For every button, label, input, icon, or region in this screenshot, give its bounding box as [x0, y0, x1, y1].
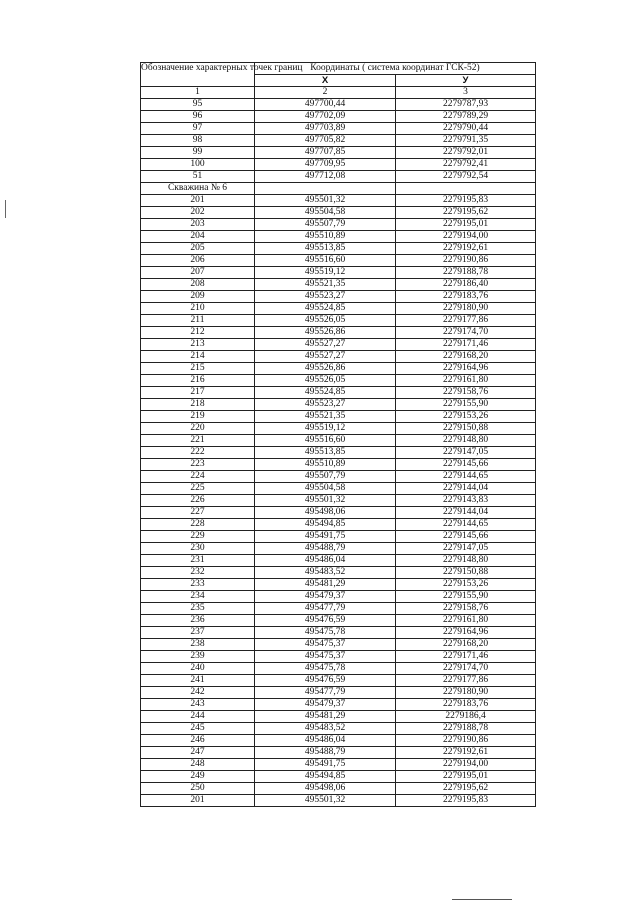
table-row: [141, 267, 536, 279]
x-coordinate-cell: 495483,52: [255, 723, 396, 735]
point-number-cell: 221: [141, 435, 255, 447]
point-number-cell: 96: [141, 111, 255, 123]
point-number-cell: 226: [141, 495, 255, 507]
y-coordinate-cell: 2279194,00: [396, 759, 536, 771]
y-coordinate-cell: 2279144,04: [396, 483, 536, 495]
x-coordinate-cell: 495488,79: [255, 747, 396, 759]
table-row: [141, 699, 536, 711]
point-number-cell: 243: [141, 699, 255, 711]
point-number-cell: 100: [141, 159, 255, 171]
x-coordinate-cell: 495507,79: [255, 219, 396, 231]
table-row: [141, 663, 536, 675]
x-coordinate-cell: 495476,59: [255, 675, 396, 687]
table-row: [141, 507, 536, 519]
x-coordinate-cell: 495527,27: [255, 339, 396, 351]
table-row: [141, 519, 536, 531]
table-row: [141, 651, 536, 663]
point-number-cell: 247: [141, 747, 255, 759]
x-coordinate-cell: 495479,37: [255, 699, 396, 711]
x-coordinate-cell: 495526,86: [255, 327, 396, 339]
y-coordinate-cell: 2279145,66: [396, 459, 536, 471]
table-row: [141, 783, 536, 795]
x-coordinate-cell: 495477,79: [255, 603, 396, 615]
x-coordinate-cell: 495523,27: [255, 399, 396, 411]
table-row: [141, 111, 536, 123]
table-row: [141, 291, 536, 303]
y-coordinate-cell: 2279790,44: [396, 123, 536, 135]
x-coordinate-cell: 495481,29: [255, 579, 396, 591]
y-coordinate-cell: 2279177,86: [396, 675, 536, 687]
y-coordinate-cell: 2279177,86: [396, 315, 536, 327]
point-number-cell: 95: [141, 99, 255, 111]
x-coordinate-cell: 497700,44: [255, 99, 396, 111]
x-coordinate-cell: 497703,89: [255, 123, 396, 135]
y-coordinate-cell: 2279168,20: [396, 351, 536, 363]
table-row: [141, 363, 536, 375]
point-number-cell: 236: [141, 615, 255, 627]
x-coordinate-cell: 495504,58: [255, 483, 396, 495]
x-coordinate-cell: 497707,85: [255, 147, 396, 159]
x-coordinate-cell: 495516,60: [255, 435, 396, 447]
point-number-cell: 250: [141, 783, 255, 795]
point-number-cell: 99: [141, 147, 255, 159]
x-coordinate-cell: 497712,08: [255, 171, 396, 183]
coordinates-table: [140, 62, 536, 807]
x-coordinate-cell: 495510,89: [255, 231, 396, 243]
table-row: [141, 423, 536, 435]
x-coordinate-cell: 495475,37: [255, 651, 396, 663]
table-row: [141, 531, 536, 543]
x-coordinate-cell: 495501,32: [255, 495, 396, 507]
point-number-cell: 237: [141, 627, 255, 639]
point-number-cell: 206: [141, 255, 255, 267]
y-coordinate-cell: 2279195,62: [396, 783, 536, 795]
point-number-cell: 229: [141, 531, 255, 543]
empty-cell: [255, 183, 396, 195]
table-row: [141, 195, 536, 207]
x-coordinate-cell: 495483,52: [255, 567, 396, 579]
point-number-cell: 248: [141, 759, 255, 771]
y-coordinate-cell: 2279153,26: [396, 579, 536, 591]
y-coordinate-cell: 2279186,40: [396, 279, 536, 291]
y-coordinate-cell: 2279192,61: [396, 747, 536, 759]
table-row: [141, 219, 536, 231]
column-number-1: 1: [141, 87, 255, 99]
table-row: [141, 207, 536, 219]
point-number-cell: 203: [141, 219, 255, 231]
y-coordinate-cell: 2279144,65: [396, 471, 536, 483]
x-coordinate-cell: 495476,59: [255, 615, 396, 627]
y-coordinate-cell: 2279183,76: [396, 291, 536, 303]
y-coordinate-cell: 2279145,66: [396, 531, 536, 543]
point-number-cell: 246: [141, 735, 255, 747]
y-coordinate-cell: 2279180,90: [396, 303, 536, 315]
point-number-cell: 242: [141, 687, 255, 699]
point-number-cell: 232: [141, 567, 255, 579]
point-number-cell: 207: [141, 267, 255, 279]
point-number-cell: 215: [141, 363, 255, 375]
point-number-cell: 235: [141, 603, 255, 615]
point-number-cell: 218: [141, 399, 255, 411]
table-row: [141, 435, 536, 447]
table-row: [141, 315, 536, 327]
table-row: [141, 795, 536, 807]
table-row: [141, 255, 536, 267]
x-header: X: [255, 75, 396, 87]
header-row: [141, 63, 536, 75]
y-coordinate-cell: 2279195,01: [396, 771, 536, 783]
y-coordinate-cell: 2279147,05: [396, 447, 536, 459]
y-coordinate-cell: 2279186,4: [396, 711, 536, 723]
table-row: [141, 375, 536, 387]
point-number-cell: 240: [141, 663, 255, 675]
y-coordinate-cell: 2279194,00: [396, 231, 536, 243]
point-number-cell: 204: [141, 231, 255, 243]
x-coordinate-cell: 495524,85: [255, 303, 396, 315]
point-number-cell: 249: [141, 771, 255, 783]
point-number-cell: 239: [141, 651, 255, 663]
table-row: [141, 399, 536, 411]
y-coordinate-cell: 2279171,46: [396, 339, 536, 351]
y-coordinate-cell: 2279143,83: [396, 495, 536, 507]
y-coordinate-cell: 2279155,90: [396, 399, 536, 411]
table-row: [141, 711, 536, 723]
x-coordinate-cell: 495521,35: [255, 411, 396, 423]
x-coordinate-cell: 495491,75: [255, 531, 396, 543]
y-coordinate-cell: 2279190,86: [396, 735, 536, 747]
x-coordinate-cell: 495519,12: [255, 423, 396, 435]
table-row: [141, 327, 536, 339]
table-row: [141, 339, 536, 351]
x-coordinate-cell: 497709,95: [255, 159, 396, 171]
point-number-cell: 212: [141, 327, 255, 339]
table-row: [141, 99, 536, 111]
point-number-cell: 211: [141, 315, 255, 327]
table-row: [141, 747, 536, 759]
coordinates-table-body: [141, 63, 536, 807]
y-coordinate-cell: 2279150,88: [396, 567, 536, 579]
x-coordinate-cell: 495519,12: [255, 267, 396, 279]
scan-mark-bottom: [452, 899, 512, 900]
table-row: [141, 687, 536, 699]
y-coordinate-cell: 2279195,62: [396, 207, 536, 219]
x-coordinate-cell: 495475,37: [255, 639, 396, 651]
point-number-cell: 234: [141, 591, 255, 603]
scan-mark-left: [5, 200, 6, 218]
column-number-3: 3: [396, 87, 536, 99]
x-coordinate-cell: 495521,35: [255, 279, 396, 291]
point-number-cell: 233: [141, 579, 255, 591]
point-number-cell: 244: [141, 711, 255, 723]
x-coordinate-cell: 495498,06: [255, 507, 396, 519]
point-number-cell: 245: [141, 723, 255, 735]
table-row: [141, 759, 536, 771]
point-number-cell: 238: [141, 639, 255, 651]
y-coordinate-cell: 2279150,88: [396, 423, 536, 435]
x-coordinate-cell: 495477,79: [255, 687, 396, 699]
y-coordinate-cell: 2279195,83: [396, 795, 536, 807]
y-coordinate-cell: 2279161,80: [396, 375, 536, 387]
y-coordinate-cell: 2279164,96: [396, 627, 536, 639]
table-row: [141, 543, 536, 555]
x-coordinate-cell: 495527,27: [255, 351, 396, 363]
x-coordinate-cell: 495513,85: [255, 447, 396, 459]
y-coordinate-cell: 2279164,96: [396, 363, 536, 375]
point-number-cell: 224: [141, 471, 255, 483]
table-row: [141, 603, 536, 615]
table-row: [141, 615, 536, 627]
point-number-cell: 222: [141, 447, 255, 459]
x-coordinate-cell: 495498,06: [255, 783, 396, 795]
y-coordinate-cell: 2279174,70: [396, 327, 536, 339]
section-label: Скважина № 6: [141, 183, 255, 195]
y-coordinate-cell: 2279190,86: [396, 255, 536, 267]
coordinates-system-header: Координаты ( система координат ГСК-52): [255, 63, 536, 75]
y-coordinate-cell: 2279195,83: [396, 195, 536, 207]
y-coordinate-cell: 2279168,20: [396, 639, 536, 651]
point-number-cell: 202: [141, 207, 255, 219]
table-row: [141, 495, 536, 507]
point-number-cell: 217: [141, 387, 255, 399]
point-number-cell: 228: [141, 519, 255, 531]
point-number-cell: 201: [141, 795, 255, 807]
y-header: У: [396, 75, 536, 87]
x-coordinate-cell: 495494,85: [255, 519, 396, 531]
table-row: [141, 147, 536, 159]
y-coordinate-cell: 2279155,90: [396, 591, 536, 603]
x-coordinate-cell: 495524,85: [255, 387, 396, 399]
table-row: [141, 675, 536, 687]
column-number-row: [141, 87, 536, 99]
x-coordinate-cell: 495526,86: [255, 363, 396, 375]
table-row: [141, 159, 536, 171]
table-row: [141, 135, 536, 147]
table-row: [141, 591, 536, 603]
point-number-cell: 227: [141, 507, 255, 519]
y-coordinate-cell: 2279153,26: [396, 411, 536, 423]
y-coordinate-cell: 2279158,76: [396, 603, 536, 615]
y-coordinate-cell: 2279188,78: [396, 267, 536, 279]
point-number-cell: 230: [141, 543, 255, 555]
point-number-cell: 97: [141, 123, 255, 135]
x-coordinate-cell: 495481,29: [255, 711, 396, 723]
point-number-cell: 209: [141, 291, 255, 303]
table-row: [141, 231, 536, 243]
table-row: [141, 639, 536, 651]
table-row: [141, 411, 536, 423]
x-coordinate-cell: 495513,85: [255, 243, 396, 255]
y-coordinate-cell: 2279195,01: [396, 219, 536, 231]
table-row: [141, 579, 536, 591]
x-coordinate-cell: 495501,32: [255, 795, 396, 807]
table-row: [141, 303, 536, 315]
point-number-cell: 98: [141, 135, 255, 147]
x-coordinate-cell: 495488,79: [255, 543, 396, 555]
point-number-cell: 208: [141, 279, 255, 291]
table-row: [141, 555, 536, 567]
x-coordinate-cell: 495479,37: [255, 591, 396, 603]
table-row: [141, 735, 536, 747]
table-row: [141, 771, 536, 783]
y-coordinate-cell: 2279792,01: [396, 147, 536, 159]
y-coordinate-cell: 2279791,35: [396, 135, 536, 147]
x-coordinate-cell: 495526,05: [255, 315, 396, 327]
x-coordinate-cell: 495486,04: [255, 555, 396, 567]
x-coordinate-cell: 495486,04: [255, 735, 396, 747]
point-number-cell: 51: [141, 171, 255, 183]
y-coordinate-cell: 2279148,80: [396, 555, 536, 567]
y-coordinate-cell: 2279188,78: [396, 723, 536, 735]
point-designation-header: Обозначение характерных точек границ: [141, 63, 255, 87]
section-row: [141, 183, 536, 195]
point-number-cell: 214: [141, 351, 255, 363]
x-coordinate-cell: 497705,82: [255, 135, 396, 147]
y-coordinate-cell: 2279148,80: [396, 435, 536, 447]
table-row: [141, 483, 536, 495]
x-coordinate-cell: 495475,78: [255, 627, 396, 639]
x-coordinate-cell: 495491,75: [255, 759, 396, 771]
x-coordinate-cell: 495510,89: [255, 459, 396, 471]
y-coordinate-cell: 2279183,76: [396, 699, 536, 711]
point-number-cell: 223: [141, 459, 255, 471]
table-row: [141, 387, 536, 399]
table-row: [141, 627, 536, 639]
x-coordinate-cell: 497702,09: [255, 111, 396, 123]
x-coordinate-cell: 495504,58: [255, 207, 396, 219]
point-number-cell: 201: [141, 195, 255, 207]
point-number-cell: 213: [141, 339, 255, 351]
point-number-cell: 219: [141, 411, 255, 423]
point-number-cell: 241: [141, 675, 255, 687]
point-number-cell: 225: [141, 483, 255, 495]
y-coordinate-cell: 2279787,93: [396, 99, 536, 111]
table-row: [141, 351, 536, 363]
point-number-cell: 216: [141, 375, 255, 387]
x-coordinate-cell: 495523,27: [255, 291, 396, 303]
point-number-cell: 210: [141, 303, 255, 315]
y-coordinate-cell: 2279174,70: [396, 663, 536, 675]
x-coordinate-cell: 495516,60: [255, 255, 396, 267]
table-row: [141, 471, 536, 483]
table-row: [141, 723, 536, 735]
table-row: [141, 567, 536, 579]
y-coordinate-cell: 2279792,54: [396, 171, 536, 183]
point-number-cell: 220: [141, 423, 255, 435]
y-coordinate-cell: 2279192,61: [396, 243, 536, 255]
x-coordinate-cell: 495526,05: [255, 375, 396, 387]
table-row: [141, 171, 536, 183]
y-coordinate-cell: 2279147,05: [396, 543, 536, 555]
point-number-cell: 205: [141, 243, 255, 255]
point-number-cell: 231: [141, 555, 255, 567]
x-coordinate-cell: 495507,79: [255, 471, 396, 483]
x-coordinate-cell: 495494,85: [255, 771, 396, 783]
empty-cell: [396, 183, 536, 195]
y-coordinate-cell: 2279144,65: [396, 519, 536, 531]
y-coordinate-cell: 2279180,90: [396, 687, 536, 699]
table-row: [141, 123, 536, 135]
x-coordinate-cell: 495475,78: [255, 663, 396, 675]
y-coordinate-cell: 2279144,04: [396, 507, 536, 519]
column-number-2: 2: [255, 87, 396, 99]
y-coordinate-cell: 2279158,76: [396, 387, 536, 399]
y-coordinate-cell: 2279789,29: [396, 111, 536, 123]
y-coordinate-cell: 2279792,41: [396, 159, 536, 171]
x-coordinate-cell: 495501,32: [255, 195, 396, 207]
table-row: [141, 447, 536, 459]
table-row: [141, 279, 536, 291]
table-row: [141, 243, 536, 255]
table-row: [141, 459, 536, 471]
y-coordinate-cell: 2279161,80: [396, 615, 536, 627]
y-coordinate-cell: 2279171,46: [396, 651, 536, 663]
